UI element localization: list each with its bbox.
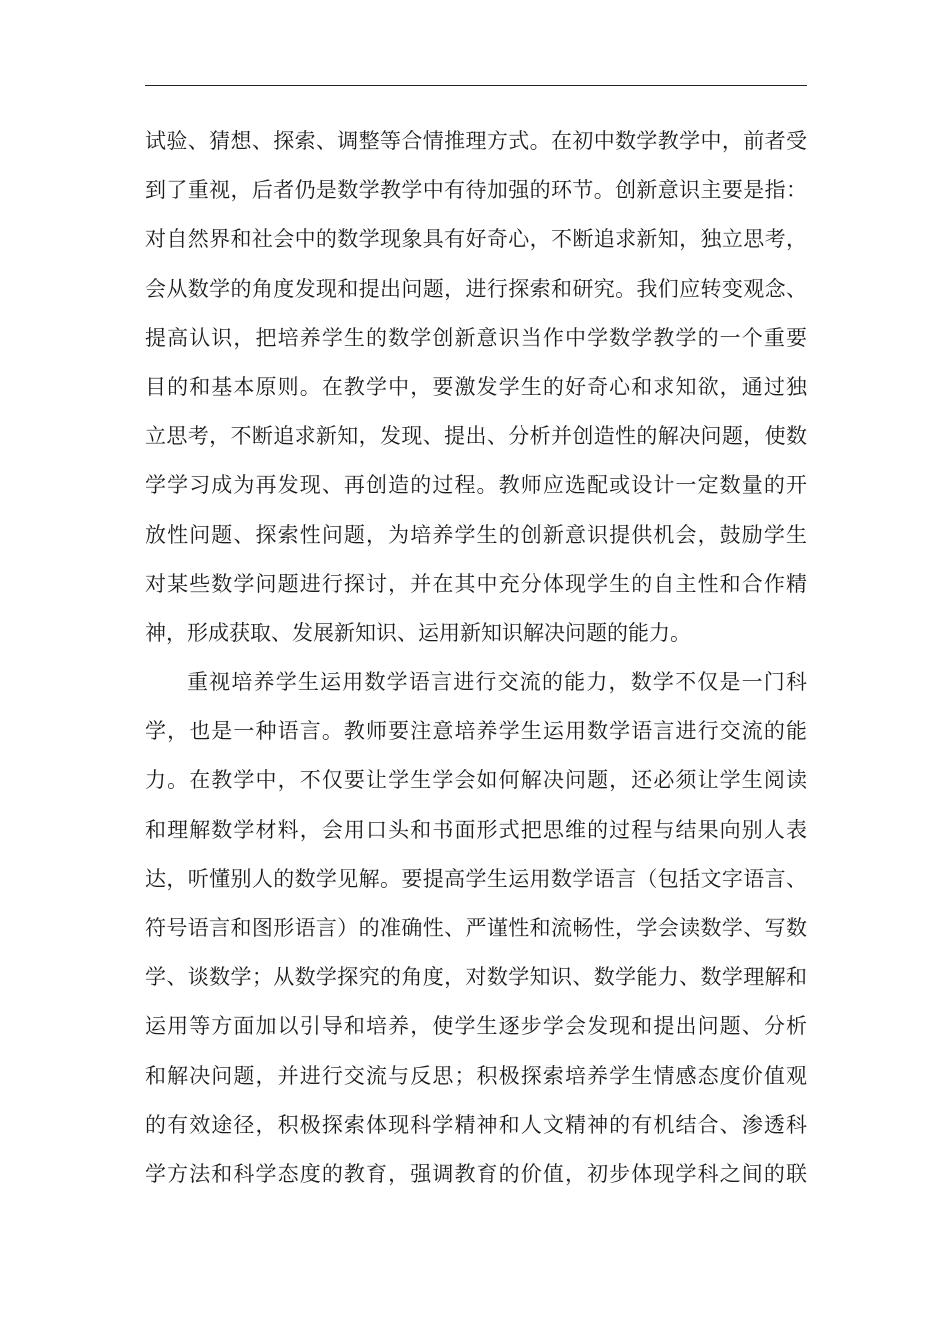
text-line: 会从数学的角度发现和提出问题，进行探索和研究。我们应转变观念、 (145, 276, 807, 301)
text-line: 力。在教学中，不仅要让学生学会如何解决问题，还必须让学生阅读 (145, 768, 807, 793)
text-line: 和理解数学材料，会用口头和书面形式把思维的过程与结果向别人表 (145, 817, 807, 842)
text-line: 学，也是一种语言。教师要注意培养学生运用数学语言进行交流的能 (145, 719, 807, 744)
text-line: 学、谈数学；从数学探究的角度，对数学知识、数学能力、数学理解和 (145, 965, 807, 990)
text-line: 学学习成为再发现、再创造的过程。教师应选配或设计一定数量的开 (145, 473, 807, 498)
body-text (145, 117, 807, 1199)
text-line: 的有效途径，积极探索体现科学精神和人文精神的有机结合、渗透科 (145, 1112, 807, 1137)
paragraph-start-line: 重视培养学生运用数学语言进行交流的能力，数学不仅是一门科 (187, 670, 807, 695)
text-line: 立思考，不断追求新知，发现、提出、分析并创造性的解决问题，使数 (145, 424, 807, 449)
text-line: 对自然界和社会中的数学现象具有好奇心，不断追求新知，独立思考， (145, 227, 807, 252)
header-rule (145, 85, 807, 86)
text-line: 符号语言和图形语言）的准确性、严谨性和流畅性，学会读数学、写数 (145, 916, 807, 940)
text-line: 达，听懂别人的数学见解。要提高学生运用数学语言（包括文字语言、 (145, 866, 807, 891)
text-line: 和解决问题，并进行交流与反思；积极探索培养学生情感态度价值观 (145, 1063, 807, 1088)
text-line: 目的和基本原则。在教学中，要激发学生的好奇心和求知欲，通过独 (145, 374, 807, 399)
text-line: 提高认识，把培养学生的数学创新意识当作中学数学教学的一个重要 (145, 325, 807, 350)
text-line: 神，形成获取、发展新知识、运用新知识解决问题的能力。 (145, 620, 691, 645)
text-line: 运用等方面加以引导和培养，使学生逐步学会发现和提出问题、分析 (145, 1014, 807, 1039)
text-line: 试验、猜想、探索、调整等合情推理方式。在初中数学教学中，前者受 (145, 129, 807, 153)
text-line: 对某些数学问题进行探讨，并在其中充分体现学生的自主性和合作精 (145, 571, 807, 596)
text-line: 放性问题、探索性问题，为培养学生的创新意识提供机会，鼓励学生 (145, 522, 807, 547)
text-line: 到了重视，后者仍是数学教学中有待加强的环节。创新意识主要是指： (145, 178, 807, 203)
text-line: 学方法和科学态度的教育，强调教育的价值，初步体现学科之间的联 (145, 1161, 807, 1186)
